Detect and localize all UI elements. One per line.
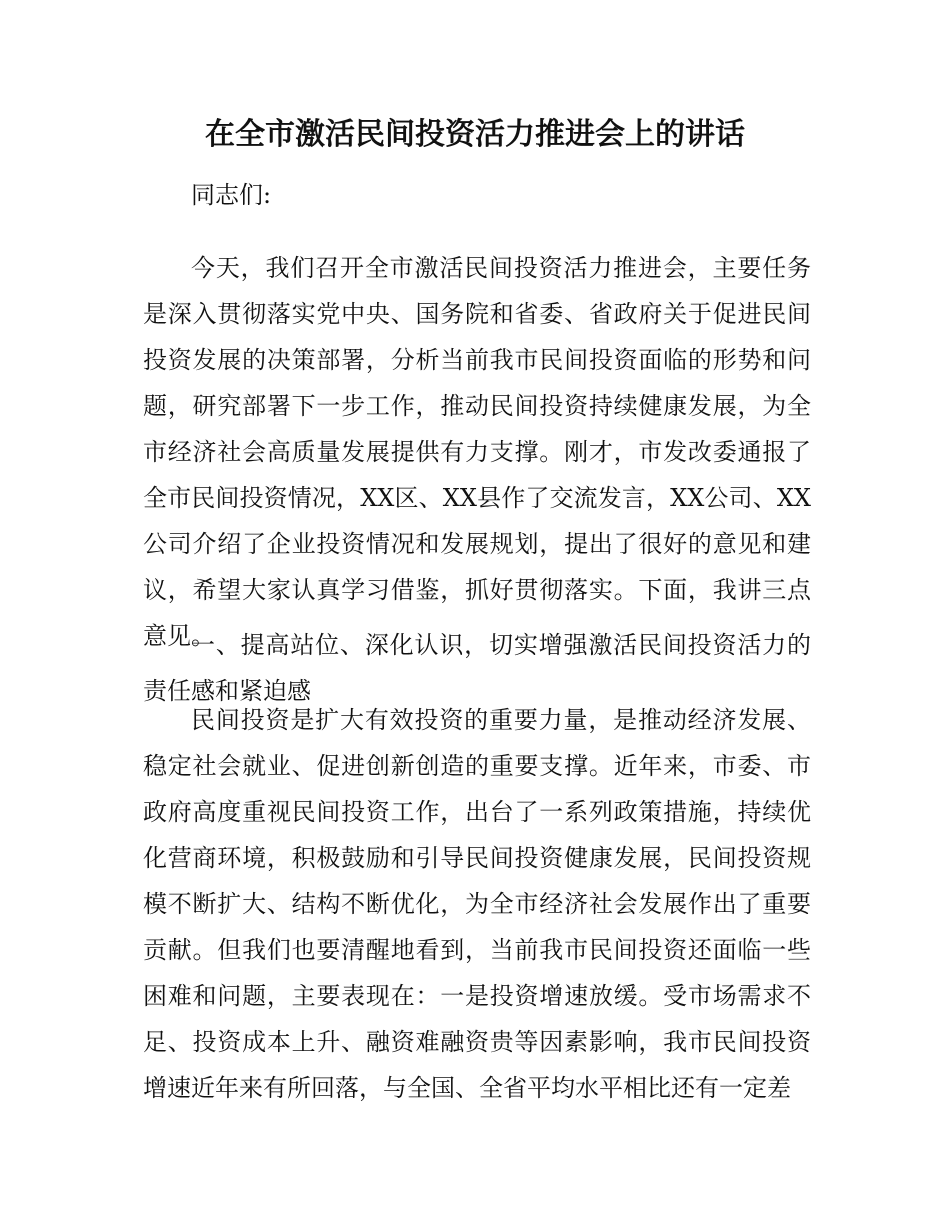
paragraph-section-1: 民间投资是扩大有效投资的重要力量，是推动经济发展、稳定社会就业、促进创新创造的重要支撑。近年来，市委、市政府高度重视民间投资工作，出台了一系列政策措施，持续优化营商环境，积极鼓励和引导民间投资健康发展，民间投资规模不断扩大、结构不断优化，为全市经济社会发展作出了重要贡献。但我们也要清醒地看到，当前我市民间投资还面临一些困难和问题，主要表现在：一是投资增速放缓。受市场需求不足、投资成本上升、融资难融资贵等因素影响，我市民间投资增速近年来有所回落，与全国、全省平均水平相比还有一定差 (143, 706, 811, 1102)
salutation: 同志们: (191, 181, 272, 209)
section-heading-1: 一、提高站位、深化认识，切实增强激活民间投资活力的责任感和紧迫感 (143, 631, 811, 705)
paragraph-opening: 今天，我们召开全市激活民间投资活力推进会，主要任务是深入贯彻落实党中央、国务院和省委、省政府关于促进民间投资发展的决策部署，分析当前我市民间投资面临的形势和问题，研究部署下一步工作，推动民间投资持续健康发展，为全市经济社会高质量发展提供有力支撑。刚才，市发改委通报了全市民间投资情况，XX区、XX县作了交流发言，XX公司、XX公司介绍了企业投资情况和发展规划，提出了很好的意见和建议，希望大家认真学习借鉴，抓好贯彻落实。下面，我讲三点意见。 (143, 254, 811, 650)
document-title: 在全市激活民间投资活力推进会上的讲话 (205, 117, 745, 152)
